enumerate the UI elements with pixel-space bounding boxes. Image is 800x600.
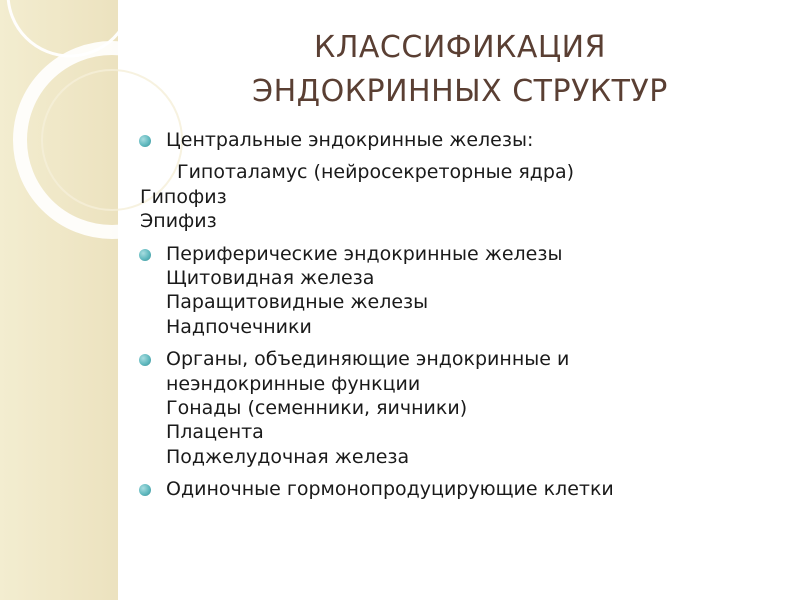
sub-item-text: Поджелудочная железа xyxy=(166,445,410,468)
sub-item xyxy=(0,185,800,209)
sub-item xyxy=(0,445,800,469)
sub-item-text: Гонады (семенники, яичники) xyxy=(166,397,468,420)
sub-item-text: Плацента xyxy=(166,421,264,444)
bullet-item xyxy=(0,128,800,152)
sub-item-text: Надпочечники xyxy=(166,315,312,338)
bullet-text: Одиночные гормонопродуцирующие клетки xyxy=(166,478,614,501)
sub-item-text: Эпифиз xyxy=(140,210,217,233)
bullet-dot-icon xyxy=(139,135,151,147)
bullet-item xyxy=(0,477,800,501)
bullet-item xyxy=(0,242,800,266)
bullet-continuation xyxy=(0,372,800,396)
bullet-text: неэндокринные функции xyxy=(166,372,421,395)
bullet-text: Органы, объединяющие эндокринные и xyxy=(166,348,570,371)
bullet-dot-icon xyxy=(139,354,151,366)
sub-item-text: Гипофиз xyxy=(140,185,227,208)
sub-item xyxy=(0,396,800,420)
sub-item-text: Щитовидная железа xyxy=(166,267,375,290)
bullet-item xyxy=(0,347,800,371)
bullet-dot-icon xyxy=(139,484,151,496)
sub-item xyxy=(0,209,800,233)
slide-title xyxy=(120,26,800,114)
sub-item xyxy=(0,315,800,339)
bullet-text: Периферические эндокринные железы xyxy=(166,242,563,265)
sub-item xyxy=(0,266,800,290)
bullet-text: Центральные эндокринные железы: xyxy=(166,129,534,151)
sub-item xyxy=(0,290,800,314)
title-line-1: КЛАССИФИКАЦИЯ xyxy=(314,30,606,65)
sub-item xyxy=(0,160,800,184)
title-line-2: ЭНДОКРИННЫХ СТРУКТУР xyxy=(252,74,668,109)
sub-item-text: Гипоталамус (нейросекреторные ядра) xyxy=(177,161,575,184)
content-list xyxy=(0,128,800,502)
bullet-dot-icon xyxy=(139,249,151,261)
sub-item xyxy=(0,420,800,444)
sub-item-text: Паращитовидные железы xyxy=(166,291,429,314)
